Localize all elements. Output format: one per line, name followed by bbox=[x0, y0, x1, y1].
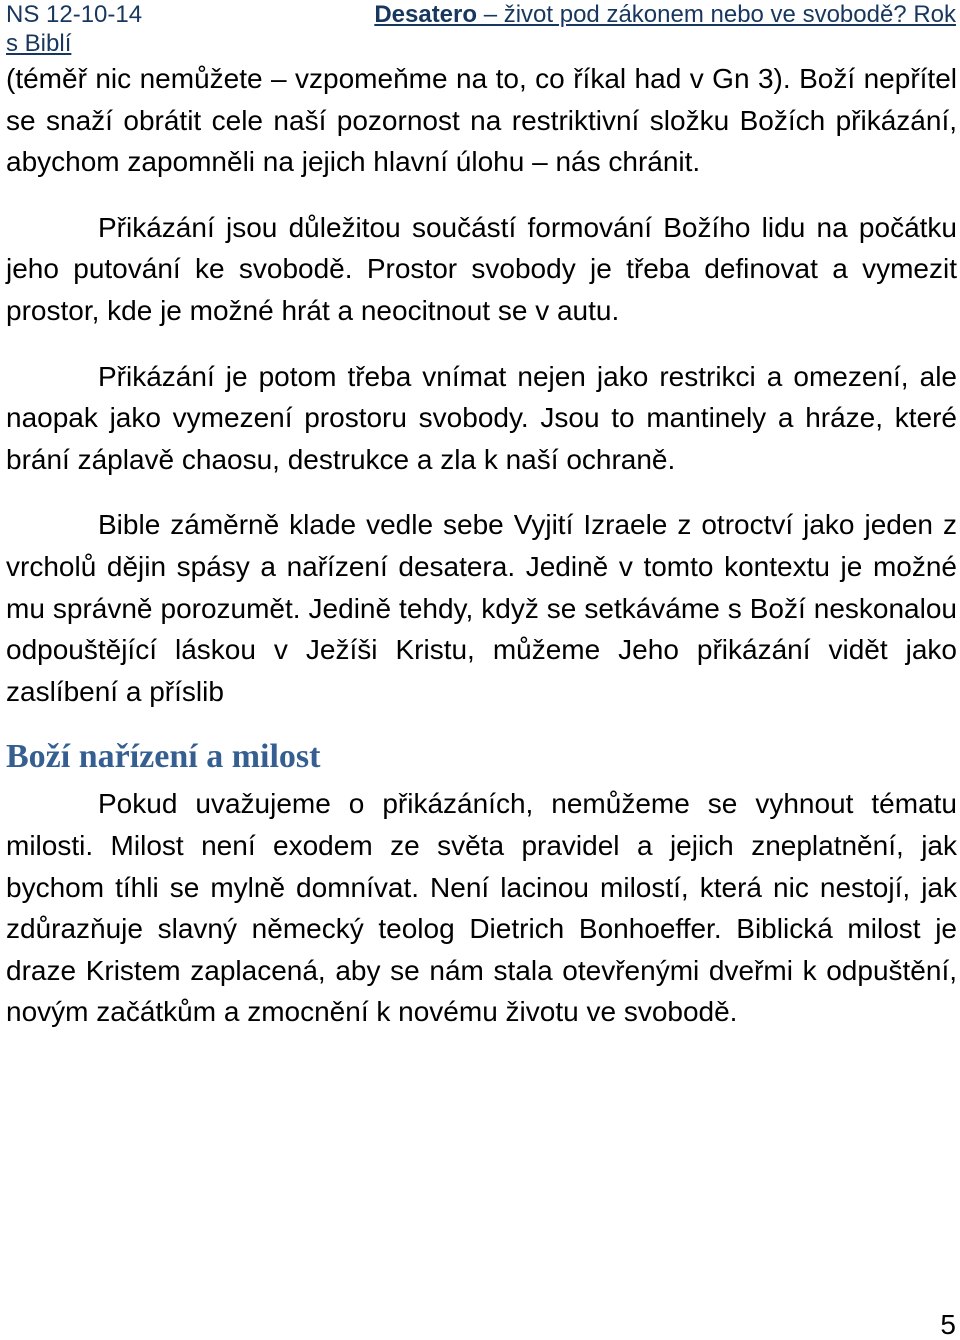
header-subtitle: – život pod zákonem nebo ve svobodě? Rok bbox=[477, 1, 956, 28]
header-title-line bbox=[6, 0, 956, 29]
paragraph-commandments-formation: Přikázání jsou důležitou součástí formování Božího lidu na počátku jeho putování ke svobodě. Prostor svobody je třeba definovat a vymezit prostor, kde je možné hrát a neocitnout se v autu. bbox=[6, 211, 957, 326]
paragraph-grace: Pokud uvažujeme o přikázáních, nemůžeme se vyhnout tématu milosti. Milost není exodem ze světa pravidel a jejich zneplatnění, jak bychom tíhli se mylně domnívat. Není lacinou milostí, která nic nestojí, jak zdůrazňuje slavný německý teolog Dietrich Bonhoeffer. Biblická milost je draze Kristem zaplacená, aby se nám stala otevřenými dveřmi k odpuštění, novým začátkům a zmocnění k novému životu ve svobodě. bbox=[6, 788, 957, 1028]
page-header bbox=[6, 0, 956, 58]
header-title: Desatero bbox=[374, 1, 478, 28]
paragraph-exodus-context: Bible záměrně klade vedle sebe Vyjití Izraele z otroctví jako jeden z vrcholů dějin spásy a nařízení desatera. Jedině v tomto kontextu je možné mu správně porozumět. Jedině tehdy, když se setkáváme s Boží neskonalou odpouštějící láskou v Ježíši Kristu, můžeme Jeho přikázání vidět jako zaslíbení a příslib bbox=[6, 509, 957, 707]
document-body bbox=[6, 58, 957, 1033]
paragraph-continuation: (téměř nic nemůžete – vzpomeňme na to, co říkal had v Gn 3). Boží nepřítel se snaží obrátit cele naší pozornost na restriktivní složku Božích přikázání, abychom zapomněli na jejich hlavní úlohu – nás chránit. bbox=[6, 63, 957, 178]
header-subtitle-continued: s Biblí bbox=[6, 30, 72, 57]
paragraph-space-of-freedom: Přikázání je potom třeba vnímat nejen jako restrikci a omezení, ale naopak jako vymezení prostoru svobody. Jsou to mantinely a hráze, které brání záplavě chaosu, destrukce a zla k naší ochraně. bbox=[6, 360, 957, 475]
page-number: 5 bbox=[940, 1309, 956, 1340]
section-heading: Boží nařízení a milost bbox=[6, 738, 321, 776]
header-code: NS 12-10-14 bbox=[6, 1, 143, 28]
